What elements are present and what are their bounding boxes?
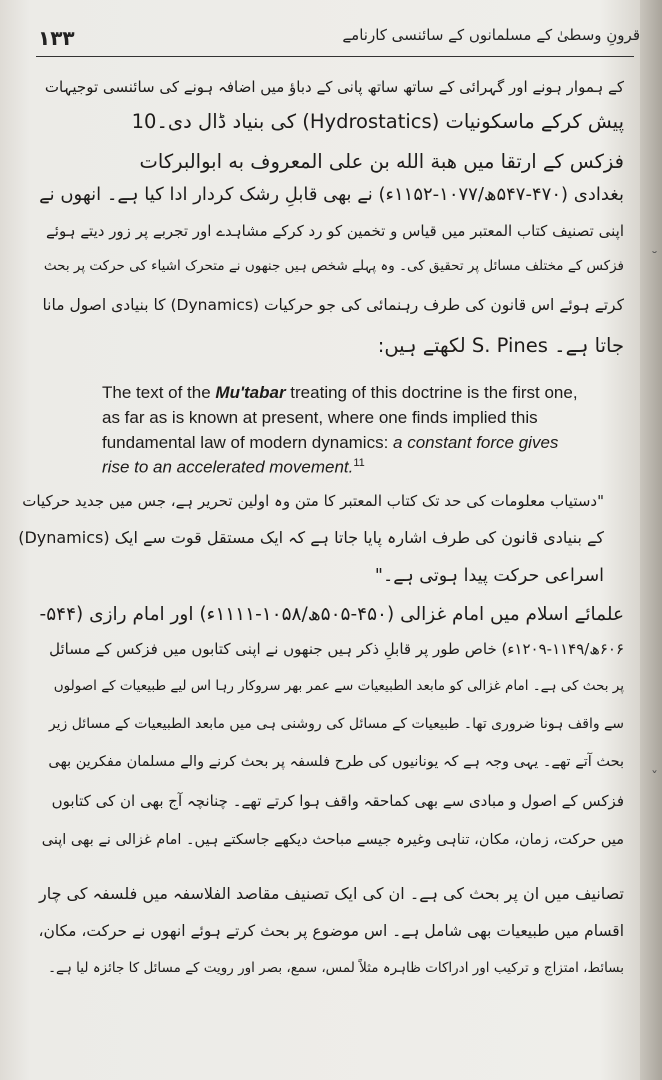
paragraph-line: بغدادی (۴۷۰-۵۴۷ھ/۱۰۷۷-۱۱۵۲ء) نے بھی قابلِ رشک کردار ادا کیا ہے۔ انھوں نے bbox=[39, 184, 624, 205]
quote-line: as far as is known at present, where one finds implied this bbox=[102, 408, 538, 427]
paragraph-line: کے ہموار ہونے اور گہرائی کے ساتھ ساتھ پانی کے دباؤ میں اضافہ ہونے کی سائنسی توجیہات bbox=[44, 78, 624, 96]
paragraph-line: پر بحث کی ہے۔ امام غزالی کو مابعد الطبیعیات سے عمر بھر سروکار رہا اس لیے طبیعیات کے اصولوں bbox=[53, 678, 624, 694]
translation-line: "دستیاب معلومات کی حد تک کتاب المعتبر کا متن وہ اولین تحریر ہے، جس میں جدید حرکیات bbox=[22, 492, 604, 510]
paragraph-line: میں حرکت، زمان، مکان، تناہی وغیرہ جیسے مباحث دیکھے جاسکتے ہیں۔ امام غزالی نے بھی اپنی bbox=[41, 832, 624, 848]
translation-line: (Dynamics) کے بنیادی قانون کی طرف اشارہ پایا جاتا ہے کہ ایک مستقل قوت سے ایک bbox=[18, 528, 604, 547]
paragraph-line: فزکس کے اصول و مبادی سے بھی کماحقہ واقف ہوا کرتے تھے۔ چنانچہ آج بھی ان کی کتابوں bbox=[51, 792, 624, 810]
header-rule bbox=[36, 56, 634, 57]
paragraph-line: اپنی تصنیف کتاب المعتبر میں قیاس و تخمین کو رد کرکے مشاہدے اور تجربے پر زور دیتے ہوئے bbox=[45, 222, 624, 240]
translation-line: اسراعی حرکت پیدا ہوتی ہے۔" bbox=[374, 566, 604, 586]
paragraph-line: جاتا ہے۔ S. Pines لکھتے ہیں: bbox=[377, 334, 624, 357]
quote-line: rise to an accelerated movement.$^{11}$ bbox=[102, 457, 365, 477]
paragraph-line: ۶۰۶ھ/۱۱۴۹-۱۲۰۹ء) خاص طور پر قابلِ ذکر ہیں جنھوں نے اپنی کتابوں میں فزکس کے مسائل bbox=[49, 640, 624, 658]
paragraph-line: بسائط، امتزاج و ترکیب اور ادراکات ظاہرہ مثلاً لمس، سمع، بصر اور رویت کے مسائل کا جائزہ لیا ہے۔ bbox=[48, 960, 624, 976]
paragraph-line: بحث آتے تھے۔ یہی وجہ ہے کہ یونانیوں کی طرح فلسفہ پر بحث کرنے والے مسلمان مفکرین بھی bbox=[48, 754, 624, 770]
paragraph-line: علمائے اسلام میں امام غزالی (۴۵۰-۵۰۵ھ/۱۰۵۸-۱۱۱۱ء) اور امام رازی (۵۴۴- bbox=[39, 604, 624, 625]
quote-line: The text of the Mu'tabar treating of this doctrine is the first one, bbox=[102, 383, 578, 402]
paragraph-line: سے واقف ہونا ضروری تھا۔ طبیعیات کے مسائل کی روشنی ہی میں مابعد الطبیعیات کے مسائل زیر bbox=[48, 716, 624, 732]
quote-line: fundamental law of modern dynamics: a constant force gives bbox=[102, 433, 559, 452]
paragraph-line: فزکس کے ارتقا میں هبة الله بن علی المعروف به ابوالبرکات bbox=[139, 150, 624, 173]
edge-ink-mark: ˇ bbox=[651, 770, 658, 786]
paragraph-line: کرتے ہوئے اس قانون کی طرف رہنمائی کی جو حرکیات (Dynamics) کا بنیادی اصول مانا bbox=[42, 296, 624, 314]
paragraph-line: پیش کرکے ماسکونیات (Hydrostatics) کی بنیاد ڈال دی۔10 bbox=[131, 110, 624, 133]
paragraph-line: فزکس کے مختلف مسائل پر تحقیق کی۔ وہ پہلے شخص ہیں جنھوں نے متحرک اشیاء کی حرکت پر بحث bbox=[43, 258, 624, 274]
paragraph-line: تصانیف میں ان پر بحث کی ہے۔ ان کی ایک تصنیف مقاصد الفلاسفہ میں فلسفہ کی چار bbox=[38, 884, 624, 903]
edge-ink-mark: ˘ bbox=[651, 250, 658, 266]
page-number: ۱۳۳ bbox=[38, 26, 75, 50]
paragraph-line: اقسام میں طبیعیات بھی شامل ہے۔ اس موضوع پر بحث کرتے ہوئے انھوں نے حرکت، مکان، bbox=[38, 922, 624, 940]
footnote-marker: 11 bbox=[353, 457, 365, 469]
page-edge-shadow bbox=[640, 0, 662, 1080]
running-header: قرونِ وسطیٰ کے مسلمانوں کے سائنسی کارنامے bbox=[342, 26, 640, 44]
